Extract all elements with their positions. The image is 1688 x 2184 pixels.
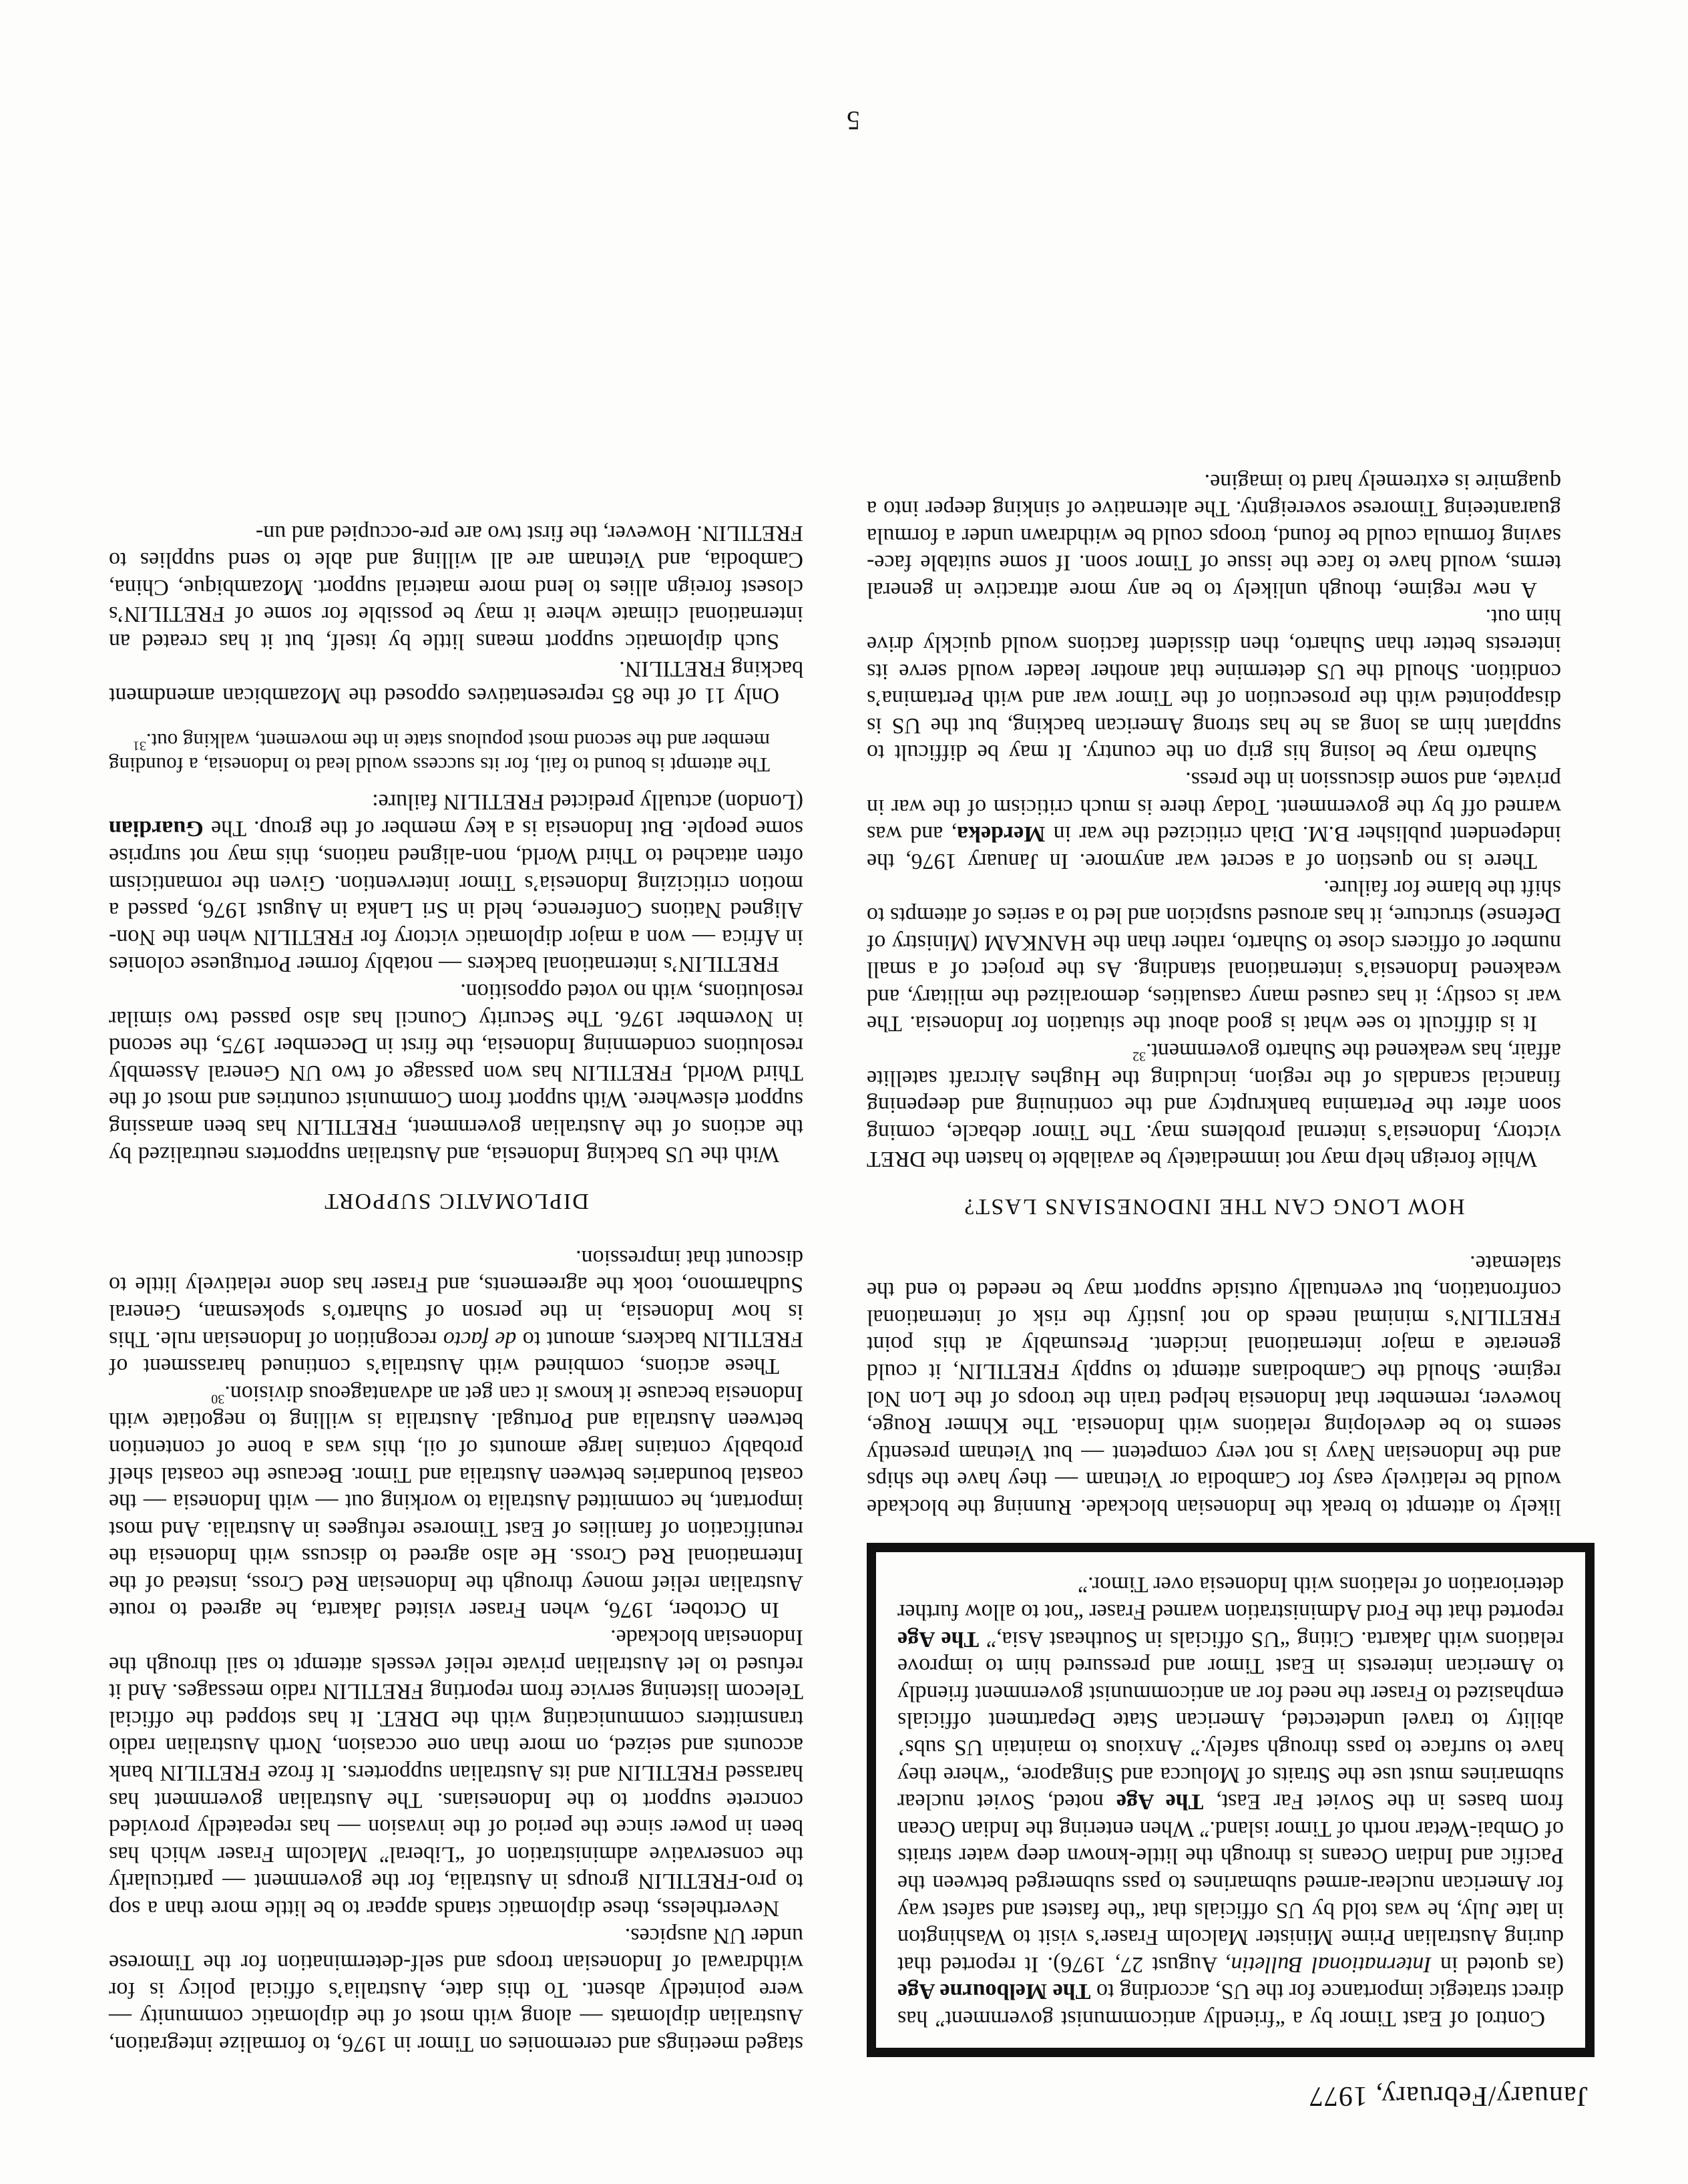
section-heading: HOW LONG CAN THE INDONESIANS LAST? [963, 1194, 1465, 1219]
body-paragraph: Suharto may be losing his grip on the country. It may be difficult to supplant him as long as he has strong American backing, but the US is disappointed with the prosecution of the Timor war and with Pertamina’s condition. Should the US determine that another leader would serve its interests better than Suharto, then dissident factions would quickly drive him out. [867, 604, 1561, 765]
text-run: (as quoted in [1431, 1952, 1564, 1977]
text-run: There is no question of a secret war anymore. In January 1976, the independent publisher B.M. Diah criticized the war in [867, 822, 1561, 874]
body-paragraph: It is difficult to see what is good about the situation for Indonesia. The war is costly; it has caused many casualties, demoralized the military, and weakened Indonesia’s international standing. As the project of a small number of officers close to Suharto, rather than the HANKAM (Ministry of Defense) structure, it has aroused suspicion and led to a series of attempts to shift the blame for failure. [867, 876, 1561, 1037]
publication-name: International Bulletin [1231, 1952, 1432, 1977]
publication-name: The Age [897, 1626, 980, 1652]
publication-name: Guardian [109, 816, 204, 842]
body-paragraph: Such diplomatic support means little by itself, but it has created an international climate where it may be possible for some of FRETILIN’s closest foreign allies to lend more material support. Mozambique, China, Cambodia, and Vietnam are all willing and able to send supplies to FRETILIN. However, the first two are pre-occupied and un- [109, 520, 803, 655]
text-run: recognition of Indonesian rule. This is how Indonesia, in the person of Suharto’s spokesman, General Sudharmono, took the agreements, and Fraser has done relatively little to discount that impression. [109, 1245, 803, 1352]
sidebar-paragraph [897, 1571, 1564, 2032]
body-paragraph: With the US backing Indonesia, and Australian supporters neutralized by the actions of the Australian government, FRETILIN has been amassing support elsewhere. With support from Communist countries and most of the Third World, FRETILIN has won passage of two UN General Assembly resolutions condemning Indonesia, the first in December 1975, the second in November 1976. The Security Council has also passed two similar resolutions, with no voted opposition. [109, 979, 803, 1167]
sidebar-box [867, 1543, 1595, 2057]
publication-name: The Melbourne Age [897, 1979, 1091, 2004]
body-paragraph [109, 787, 803, 977]
body-paragraph: likely to attempt to break the Indonesian blockade. Running the blockade would be relatively easy for Cambodia or Vietnam — they have the ships and the Indonesian Navy is not very competent — but Vietnam presently seems to be developing relations with Indonesia. The Khmer Rouge, however, remember that Indonesia helped train the troops of the Lon Nol regime. Should the Cambodians attempt to supply FRETILIN, it could generate a major international incident. Presumably at this point FRETILIN’s minimal needs do not justify the risk of international confrontation, but eventually outside support may be needed to end the stalemate. [867, 1250, 1561, 1519]
body-paragraph: Nevertheless, these diplomatic stands appear to be little more than a sop to pro-FRETILIN groups in Australia, for the government — particularly the conservative administration of “Liberal” Malcolm Fraser which has been in power since the period of the invasion — has repeatedly provided concrete support to the Indonesians. The Australian government has harassed FRETILIN and its Australian supporters. It froze FRETILIN bank accounts and seized, on more than one occasion, North Australian radio transmitters communicating with the DRET. It has stopped the official Telecom listening service from reporting FRETILIN radio messages. And it refused to let Australian private relief vessels attempt to sail through the Indonesian blockade. [109, 1625, 803, 1922]
body-paragraph [867, 765, 1561, 874]
right-column [109, 519, 803, 2057]
block-quote [109, 729, 770, 777]
body-paragraph [109, 1379, 803, 1623]
text-run: reported that the Ford Administration warned Fraser “not to allow further deterioration of relations with Indonesia over Timor.” [897, 1572, 1564, 1625]
body-paragraph: Only 11 of the 85 representatives opposed the Mozambican amendment backing FRETILIN. [109, 656, 803, 709]
text-run: While foreign help may not immediately be available to hasten the DRET victory, Indonesia’s internal problems may. The Timor debacle, coming soon after the Pertamina bankruptcy and the continuing and deepening financial scandals of the region, including the Hughes Aircraft satellite affair, has weakened the Suharto government. [867, 1039, 1561, 1172]
text-run: (London) actually predicted FRETILIN failure: [372, 789, 803, 814]
text-run: noted, Soviet nuclear submarines must use the Straits of Molucca and Singapore, “where they have to surface to pass through safely.” Anxious to maintain US subs’ ability to travel undetected, American State Department officials emphasized to Fraser the need for an anticommunist government friendly to American interests in East Timor and pressured him to improve relations with Jakarta. Citing “US officials in Southeast Asia,” [897, 1626, 1564, 1815]
publication-name: The Age [1116, 1789, 1204, 1815]
body-paragraph [867, 1037, 1561, 1172]
page-number: 5 [847, 106, 860, 136]
publication-name: Merdeka [957, 822, 1046, 847]
left-column [866, 468, 1564, 2057]
text-run: These actions, combined with Australia’s continued harassment of FRETILIN backers, amount to [109, 1326, 803, 1379]
italic-term: de facto [443, 1326, 517, 1352]
footnote-ref: 32 [1132, 1049, 1146, 1064]
text-run: In October, 1976, when Fraser visited Jakarta, he agreed to route Australian relief money through the Indonesian Red Cross, instead of the International Red Cross. He also agreed to discuss with Indonesia the reunification of families of East Timorese refugees in Australia. And most important, he committed Australia to working out — with Indonesia — the coastal boundaries between Australia and Timor. Because the coastal shelf probably contains large amounts of oil, this was a bone of contention between Australia and Portugal. Australia is willing to negotiate with Indonesia because it knows it can get an advantageous division. [109, 1381, 803, 1623]
body-paragraph: A new regime, though unlikely to be any more attractive in general terms, would have to face the issue of Timor soon. If some suitable face-saving formula could be found, troops could be withdrawn under a formula guaranteeing Timorese sovereignty. The alternative of sinking deeper into a quagmire is extremely hard to imagine. [867, 469, 1561, 602]
body-paragraph [109, 1244, 803, 1379]
text-run: FRETILIN’s international backers — notably former Portuguese colonies in Africa — won a major diplomatic victory for FRETILIN when the Non-Aligned Nations Conference, held in Sri Lanka in August 1976, passed a motion criticizing Indonesia’s Timor intervention. Given the romanticism often attached to Third World, non-aligned nations, this may not surprise some people. But Indonesia is a key member of the group. The [109, 816, 803, 977]
footnote-ref: 30 [211, 1391, 225, 1407]
footnote-ref: 31 [132, 738, 146, 753]
text-run: , August 27, 1976). It reported that during Australian Prime Minister Malcolm Fraser’s visit to Washington in late July, he was told by US officials that “the fastest and safest way for American nuclear-armed submarines to pass submerged between the Pacific and Indian Oceans is through the little-known deep water straits of Ombai-Wetar north of Timor island.” When entering the Indian Ocean from bases in the Soviet Far East, [897, 1789, 1564, 1977]
body-paragraph: staged meetings and ceremonies on Timor in 1976, to formalize integration, Australian diplomats — along with most of the diplomatic community — were pointedly absent. To this date, Australia’s official policy is for withdrawal of Indonesian troops and self-determination for the Timorese under UN auspices. [109, 1923, 803, 2056]
text-run: Control of East Timor by a “friendly anticommunist government” has direct strategic importance for the US, according to [897, 1979, 1564, 2031]
section-heading: DIPLOMATIC SUPPORT [323, 1189, 589, 1214]
text-run: The attempt is bound to fail, for its success would lead to Indonesia, a founding member and the second most populous state in the movement, walking out. [109, 729, 770, 777]
text-run: , and was warned off by the government. Today there is much criticism of the war in private, and some discussion in the press. [866, 767, 1561, 847]
running-head: January/February, 1977 [1308, 2080, 1588, 2111]
